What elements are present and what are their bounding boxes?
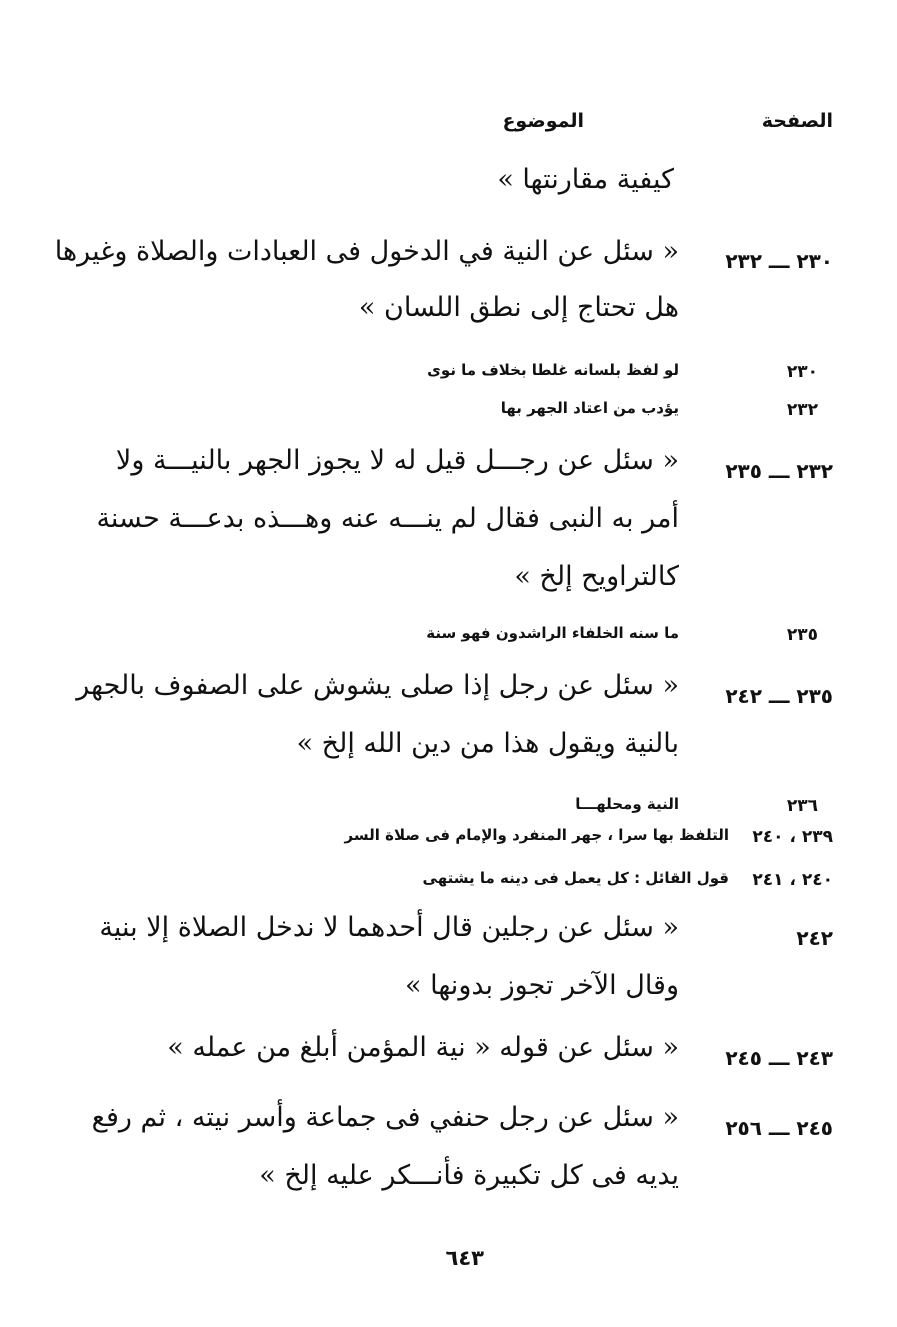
subentry-page: ٢٣٩ ، ٢٤٠ <box>752 827 833 847</box>
subentry-page: ٢٣٢ <box>786 400 818 420</box>
entry-line: « سئل عن رجـــل قيل له لا يجوز الجهر بالنيـــة ولا <box>115 445 679 476</box>
entry-line: « سئل عن النية في الدخول فى العبادات والصلاة وغيرها <box>54 236 679 267</box>
entry-continuation-line: كيفية مقارنتها » <box>497 164 674 195</box>
entry-line: أمر به النبى فقال لم ينـــه عنه وهـــذه بدعـــة حسنة <box>96 503 679 534</box>
entry-page-range: ٢٣٥ ـــ ٢٤٢ <box>725 684 833 708</box>
entry-line: « سئل عن قوله « نية المؤمن أبلغ من عمله » <box>167 1032 679 1063</box>
subentry-page: ٢٣٦ <box>786 796 818 816</box>
entry-page-range: ٢٣٠ ـــ ٢٣٢ <box>725 249 833 273</box>
subentry-page: ٢٤٠ ، ٢٤١ <box>752 870 833 890</box>
entry-line: « سئل عن رجلين قال أحدهما لا ندخل الصلاة إلا بنية <box>99 912 679 943</box>
column-header-page: الصفحة <box>761 110 833 132</box>
subentry-text: يؤدب من اعتاد الجهر بها <box>500 399 679 417</box>
entry-page-range: ٢٤٥ ـــ ٢٥٦ <box>725 1116 833 1140</box>
subentry-page: ٢٣٥ <box>786 625 818 645</box>
subentry-text: قول القائل : كل يعمل فى دينه ما يشتهى <box>422 869 729 887</box>
page-number: ٦٤٣ <box>445 1246 484 1270</box>
subentry-text: ما سنه الخلفاء الراشدون فهو سنة <box>426 624 679 642</box>
subentry-page: ٢٣٠ <box>786 362 818 382</box>
entry-line: كالتراويح إلخ » <box>514 561 679 592</box>
subentry-text: النية ومحلهـــا <box>575 795 679 813</box>
entry-page: ٢٤٢ <box>796 926 833 950</box>
subentry-text: التلفظ بها سرا ، جهر المنفرد والإمام فى صلاة السر <box>344 826 729 844</box>
entry-line: هل تحتاج إلى نطق اللسان » <box>358 292 679 323</box>
entry-line: وقال الآخر تجوز بدونها » <box>405 970 679 1001</box>
entry-page-range: ٢٤٣ ـــ ٢٤٥ <box>725 1046 833 1070</box>
column-header-topic: الموضوع <box>502 110 584 132</box>
subentry-text: لو لفظ بلسانه غلطا بخلاف ما نوى <box>427 361 679 379</box>
entry-line: بالنية ويقول هذا من دين الله إلخ » <box>296 728 679 759</box>
entry-line: « سئل عن رجل حنفي فى جماعة وأسر نيته ، ثم رفع <box>91 1102 679 1133</box>
entry-line: يديه فى كل تكبيرة فأنـــكر عليه إلخ » <box>259 1160 679 1191</box>
entry-line: « سئل عن رجل إذا صلى يشوش على الصفوف بالجهر <box>76 670 679 701</box>
entry-page-range: ٢٣٢ ـــ ٢٣٥ <box>725 459 833 483</box>
